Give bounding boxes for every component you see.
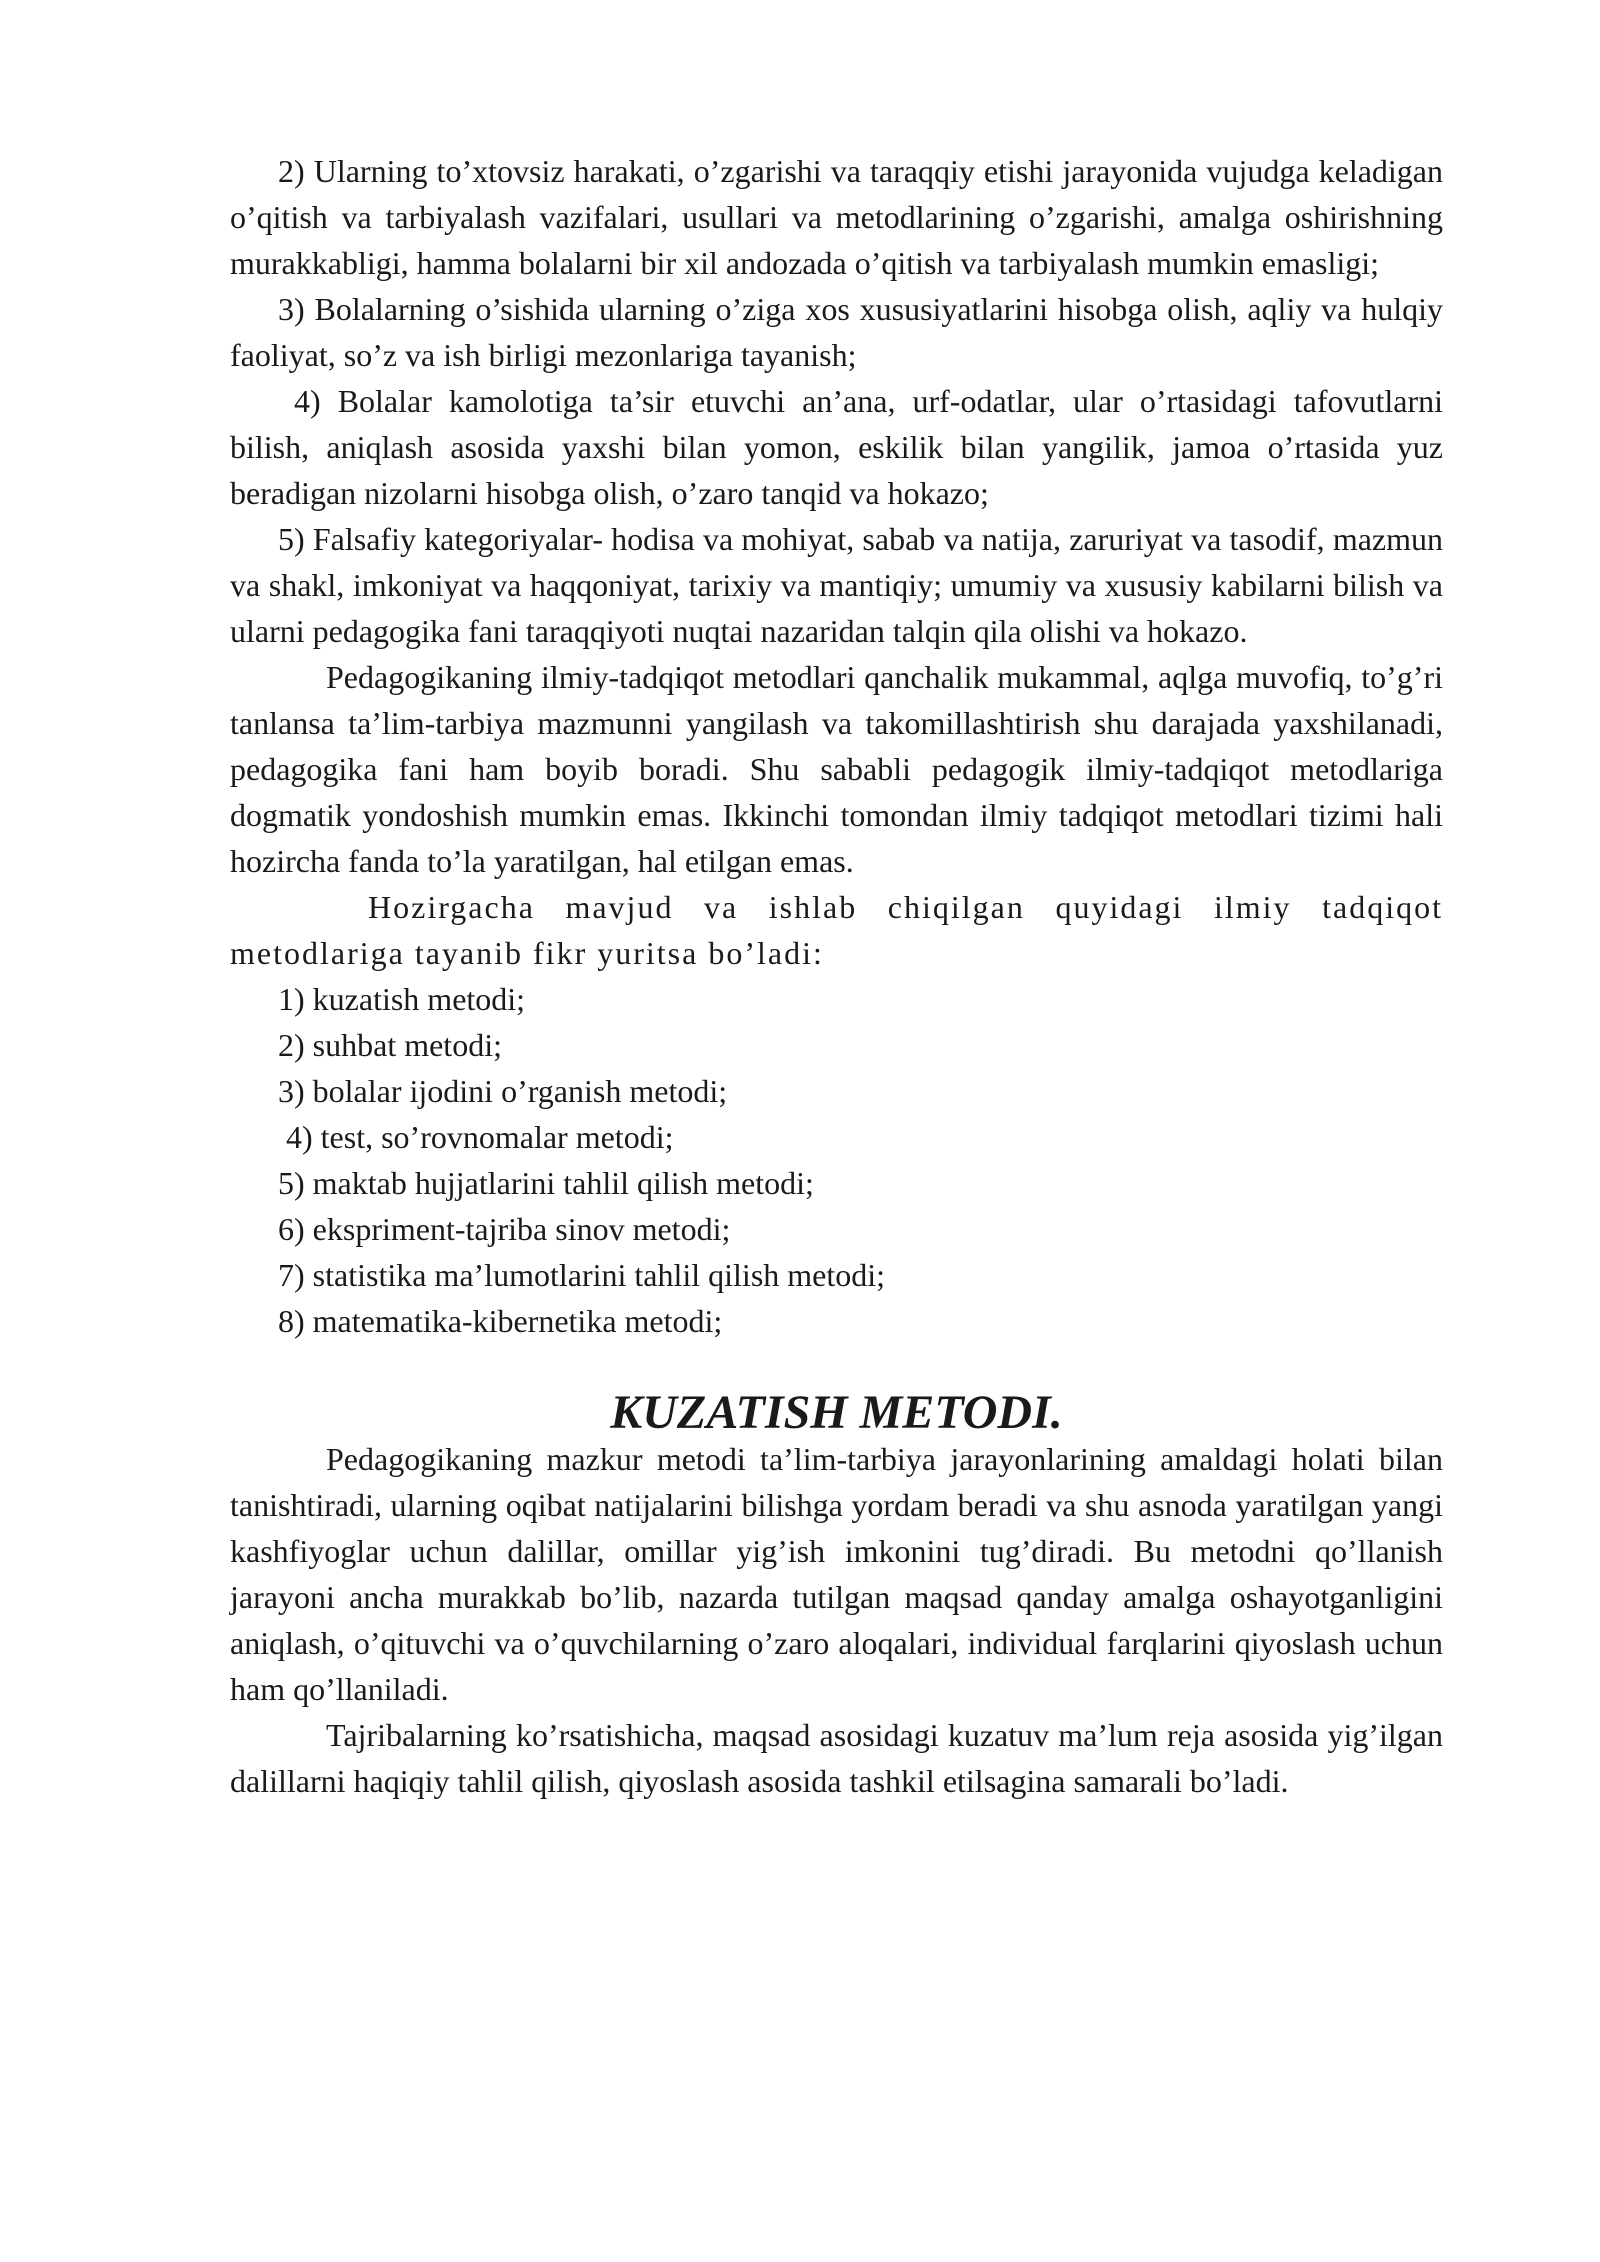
- section-paragraph-2: Tajribalarning ko’rsatishicha, maqsad asosidagi kuzatuv ma’lum reja asosida yig’ilgan dalillarni haqiqiy tahlil qilish, qiyoslash asosida tashkil etilsagina samarali bo’ladi.: [230, 1717, 1443, 1799]
- list-item: 4) test, so’rovnomalar metodi;: [286, 1119, 674, 1155]
- list-item: 7) statistika ma’lumotlarini tahlil qilish metodi;: [278, 1257, 886, 1293]
- list-item: 3) bolalar ijodini o’rganish metodi;: [278, 1073, 728, 1109]
- list-item: 1) kuzatish metodi;: [278, 981, 526, 1017]
- document-page: [230, 148, 1443, 1804]
- list-item: 8) matematika-kibernetika metodi;: [278, 1303, 723, 1339]
- list-item: 6) ekspriment-tajriba sinov metodi;: [278, 1211, 731, 1247]
- section-paragraph-1: Pedagogikaning mazkur metodi ta’lim-tarbiya jarayonlarining amaldagi holati bilan tanishtiradi, ularning oqibat natijalarini bilishga yordam beradi va shu asnoda yaratilgan yangi kashfiyoglar uchun dalillar, omillar yig’ish imkonini tug’diradi. Bu metodni qo’llanish jarayoni ancha murakkab bo’lib, nazarda tutilgan maqsad qanday amalga oshayotganligini aniqlash, o’qituvchi va o’quvchilarning o’zaro aloqalari, individual farqlarini qiyoslash uchun ham qo’llaniladi.: [230, 1441, 1443, 1707]
- section-heading: KUZATISH METODI.: [610, 1386, 1063, 1439]
- list-item: 2) suhbat metodi;: [278, 1027, 502, 1063]
- paragraph-item-2: 2) Ularning to’xtovsiz harakati, o’zgarishi va taraqqiy etishi jarayonida vujudga keladigan o’qitish va tarbiyalash vazifalari, usullari va metodlarining o’zgarishi, amalga oshirishning murakkabligi, hamma bolalarni bir xil andozada o’qitish va tarbiyalash mumkin emasligi;: [230, 153, 1443, 281]
- methods-list: [230, 976, 1443, 1344]
- paragraph-methods-intro: Pedagogikaning ilmiy-tadqiqot metodlari qanchalik mukammal, aqlga muvofiq, to’g’ri tanlansa ta’lim-tarbiya mazmunni yangilash va takomillashtirish shu darajada yaxshilanadi, pedagogika fani ham boyib boradi. Shu sababli pedagogik ilmiy-tadqiqot metodlariga dogmatik yondoshish mumkin emas. Ikkinchi tomondan ilmiy tadqiqot metodlari tizimi hali hozircha fanda to’la yaratilgan, hal etilgan emas.: [230, 659, 1443, 879]
- paragraph-methods-lead: Hozirgacha mavjud va ishlab chiqilgan quyidagi ilmiy tadqiqot metodlariga tayanib fikr yuritsa bo’ladi:: [230, 889, 1443, 971]
- paragraph-item-4: 4) Bolalar kamolotiga ta’sir etuvchi an’ana, urf-odatlar, ular o’rtasidagi tafovutlarni bilish, aniqlash asosida yaxshi bilan yomon, eskilik bilan yangilik, jamoa o’rtasida yuz beradigan nizolarni hisobga olish, o’zaro tanqid va hokazo;: [230, 383, 1443, 511]
- paragraph-item-3: 3) Bolalarning o’sishida ularning o’ziga xos xususiyatlarini hisobga olish, aqliy va hulqiy faoliyat, so’z va ish birligi mezonlariga tayanish;: [230, 291, 1443, 373]
- list-item: 5) maktab hujjatlarini tahlil qilish metodi;: [278, 1165, 814, 1201]
- paragraph-item-5: 5) Falsafiy kategoriyalar- hodisa va mohiyat, sabab va natija, zaruriyat va tasodif, mazmun va shakl, imkoniyat va haqqoniyat, tarixiy va mantiqiy; umumiy va xususiy kabilarni bilish va ularni pedagogika fani taraqqiyoti nuqtai nazaridan talqin qila olishi va hokazo.: [230, 521, 1443, 649]
